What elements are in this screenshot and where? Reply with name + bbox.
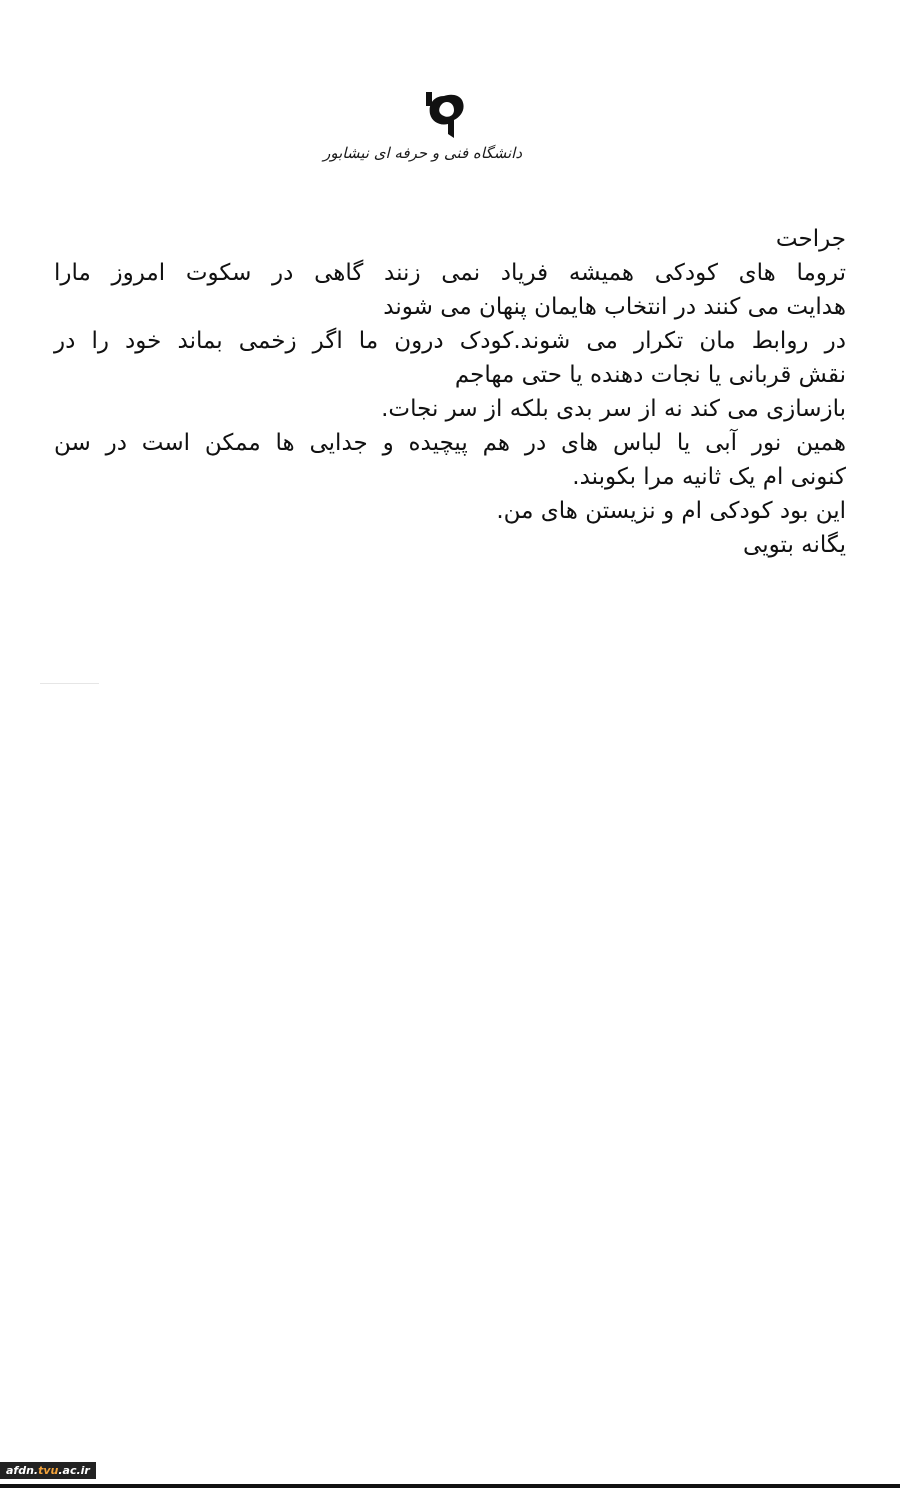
footer-bar bbox=[0, 1484, 900, 1488]
article-signature: یگانه بتویی bbox=[743, 532, 846, 558]
article-line: کنونی ام یک ثانیه مرا بکوبند. bbox=[572, 464, 846, 490]
logo-emblem-icon bbox=[424, 92, 470, 142]
article-line: همین نور آبی یا لباس های در هم پیچیده و جدایی ها ممکن است در سن bbox=[54, 430, 846, 456]
site-watermark bbox=[0, 1462, 96, 1479]
article-title: جراحت bbox=[775, 226, 846, 252]
university-logo bbox=[323, 92, 522, 172]
watermark-suffix: .ac.ir bbox=[58, 1464, 90, 1477]
article-line: بازسازی می کند نه از سر بدی بلکه از سر نجات. bbox=[381, 396, 846, 422]
logo-caption: دانشگاه فنی و حرفه ای نیشابور bbox=[323, 144, 522, 162]
article-line: هدایت می کنند در انتخاب هایمان پنهان می شوند bbox=[383, 294, 846, 320]
article-line: نقش قربانی یا نجات دهنده یا حتی مهاجم bbox=[454, 362, 846, 388]
article-line: تروما های کودکی همیشه فریاد نمی زنند گاهی در سکوت امروز مارا bbox=[54, 260, 846, 286]
watermark-accent: tvu bbox=[38, 1464, 59, 1477]
article-body bbox=[54, 222, 846, 562]
watermark-prefix: afdn. bbox=[6, 1464, 39, 1477]
article-line: این بود کودکی ام و نزیستن های من. bbox=[496, 498, 846, 524]
divider bbox=[40, 683, 99, 684]
article-line: در روابط مان تکرار می شوند.کودک درون ما اگر زخمی بماند خود را در bbox=[54, 328, 846, 354]
